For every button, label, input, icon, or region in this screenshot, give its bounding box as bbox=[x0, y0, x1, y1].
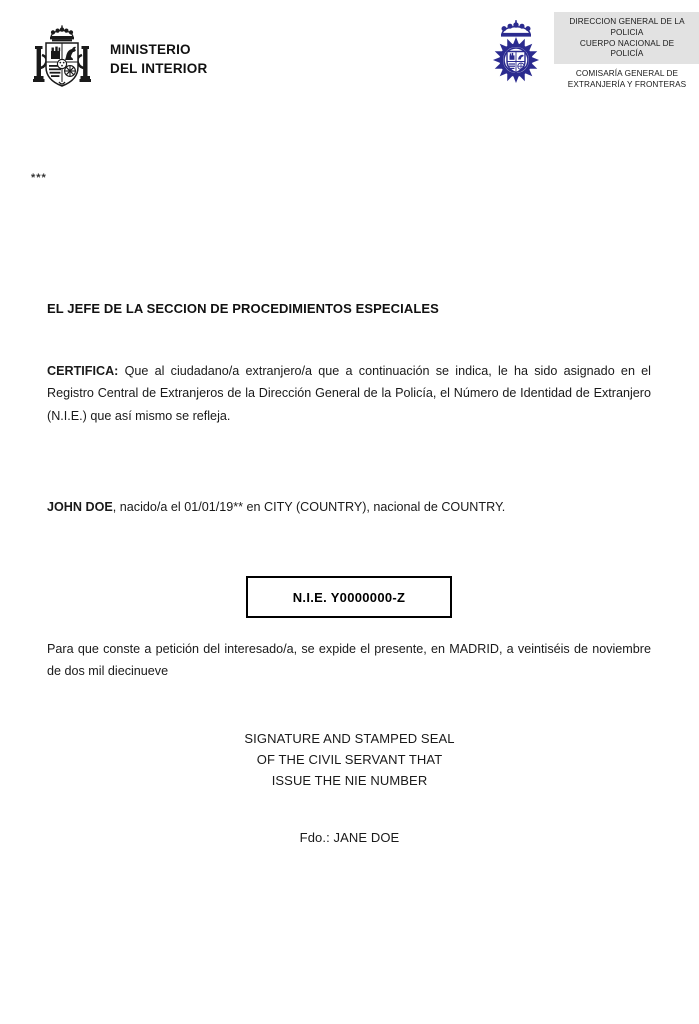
certifica-text: Que al ciudadano/a extranjero/a que a continuación se indica, le ha sido asignado en el Registro Central de Extranjeros de la Dirección General de la Policía, el Número de Identidad de Extranjero (N.I.E.) que así mismo se refleja. bbox=[47, 364, 651, 423]
signature-placeholder-line-1: SIGNATURE AND STAMPED SEAL bbox=[244, 731, 455, 746]
signed-by-line: Fdo.: JANE DOE bbox=[299, 830, 400, 845]
person-details-line bbox=[47, 497, 651, 517]
ministry-name-line-1: MINISTERIO bbox=[110, 41, 191, 57]
police-department-names-shaded bbox=[554, 12, 699, 64]
signature-placeholder-line-3: ISSUE THE NIE NUMBER bbox=[271, 773, 428, 789]
page-title: EL JEFE DE LA SECCION DE PROCEDIMIENTOS ESPECIALES bbox=[47, 301, 439, 316]
person-name: JOHN DOE bbox=[47, 500, 113, 514]
police-department-names bbox=[554, 12, 699, 93]
document-header bbox=[0, 0, 699, 120]
issue-statement-paragraph: Para que conste a petición del interesado/a, se expide el presente, en MADRID, a veintiséis de noviembre de dos mil diecinueve bbox=[47, 642, 651, 679]
ministry-branding bbox=[26, 24, 207, 94]
police-name-line-1: DIRECCION GENERAL DE LA bbox=[569, 17, 685, 26]
police-name-line-2: POLICIA bbox=[610, 27, 644, 37]
nie-number-value: N.I.E. Y0000000-Z bbox=[292, 589, 406, 605]
nie-number-box bbox=[246, 576, 452, 618]
ministry-name bbox=[110, 40, 207, 78]
police-name-line-6: EXTRANJERÍA Y FRONTERAS bbox=[567, 80, 687, 90]
cuerpo-nacional-de-policia-emblem-icon bbox=[484, 12, 548, 84]
police-name-line-5: COMISARÍA GENERAL DE bbox=[575, 69, 679, 79]
signature-placeholder-block bbox=[0, 728, 699, 791]
person-birth-details: , nacido/a el 01/01/19** en CITY (COUNTRY), nacional de COUNTRY. bbox=[112, 500, 506, 514]
ministry-name-line-2: DEL INTERIOR bbox=[110, 61, 208, 76]
spanish-coat-of-arms-icon bbox=[26, 24, 98, 94]
signature-placeholder-line-2: OF THE CIVIL SERVANT THAT bbox=[256, 752, 443, 768]
certifica-paragraph bbox=[47, 360, 651, 427]
police-department-names-plain bbox=[554, 64, 699, 93]
police-name-line-4: POLICÍA bbox=[610, 49, 644, 59]
asterisk-marker: *** bbox=[31, 172, 47, 184]
police-name-line-3: CUERPO NACIONAL DE bbox=[579, 38, 675, 48]
police-branding bbox=[484, 12, 699, 93]
certifica-label: CERTIFICA: bbox=[47, 364, 119, 378]
